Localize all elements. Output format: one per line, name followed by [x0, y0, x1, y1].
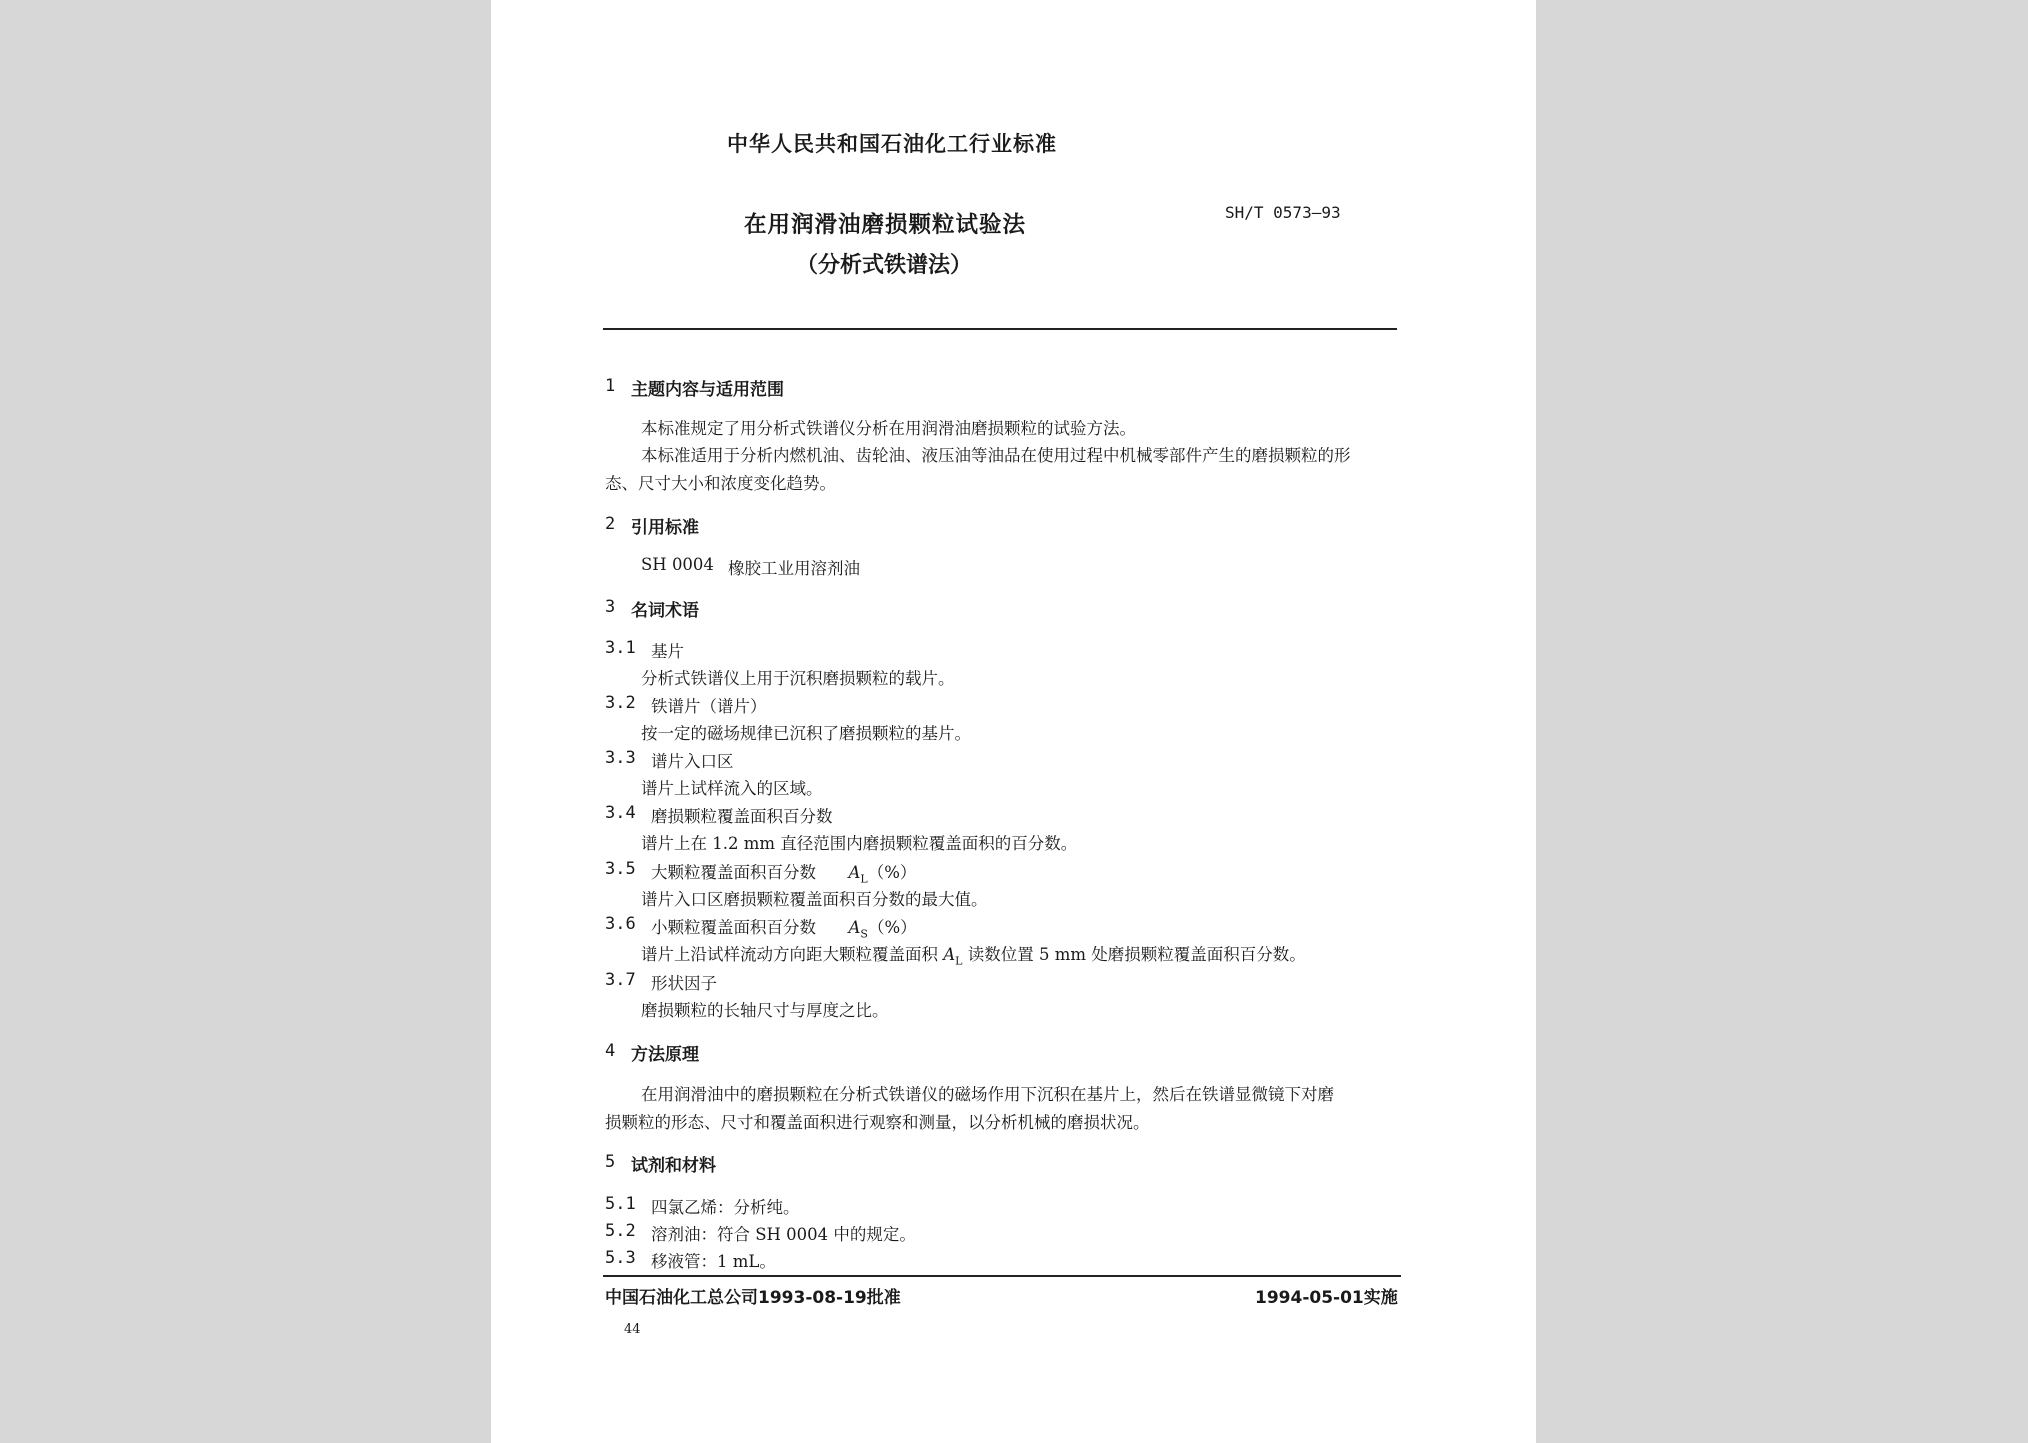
term-3-3-number: 3.3 [605, 748, 636, 768]
term-3-5-text: 大颗粒覆盖面积百分数 [651, 863, 816, 882]
standard-category: 中华人民共和国石油化工行业标准 [727, 132, 1057, 156]
page-number: 44 [624, 1322, 641, 1337]
term-3-6-def-symbol: A [943, 945, 956, 964]
term-3-6-symbol: A [848, 918, 861, 937]
footer-divider [603, 1275, 1401, 1277]
item-5-3-number: 5.3 [605, 1248, 636, 1268]
document-subtitle: （分析式铁谱法） [796, 253, 973, 278]
term-3-5-label [651, 859, 916, 885]
reference-code: SH 0004 [641, 555, 714, 574]
term-3-4-label: 磨损颗粒覆盖面积百分数 [651, 807, 833, 826]
section-2-title: 引用标准 [631, 518, 699, 538]
header-divider [603, 328, 1397, 330]
section-5-number: 5 [605, 1152, 616, 1172]
term-3-6-def-pre: 谱片上沿试样流动方向距大颗粒覆盖面积 [641, 945, 944, 964]
section-1-para-1: 本标准规定了用分析式铁谱仪分析在用润滑油磨损颗粒的试验方法。 [641, 419, 1136, 438]
term-3-6-text: 小颗粒覆盖面积百分数 [651, 918, 816, 937]
item-5-2-text: 溶剂油：符合 SH 0004 中的规定。 [651, 1225, 916, 1244]
term-3-7-number: 3.7 [605, 970, 636, 990]
term-3-4-number: 3.4 [605, 803, 636, 823]
term-3-3-label: 谱片入口区 [651, 752, 734, 771]
term-3-6-unit: （%） [867, 918, 917, 937]
reference-title: 橡胶工业用溶剂油 [728, 559, 860, 578]
section-1-number: 1 [605, 376, 616, 396]
item-5-3-text: 移液管：1 mL。 [651, 1252, 776, 1271]
section-1-para-2-line-1: 本标准适用于分析内燃机油、齿轮油、液压油等油品在使用过程中机械零部件产生的磨损颗粒的形 [641, 446, 1351, 465]
term-3-1-definition: 分析式铁谱仪上用于沉积磨损颗粒的载片。 [641, 669, 955, 688]
section-4-title: 方法原理 [631, 1045, 699, 1065]
section-5-title: 试剂和材料 [631, 1156, 716, 1176]
term-3-7-definition: 磨损颗粒的长轴尺寸与厚度之比。 [641, 1001, 889, 1020]
term-3-1-number: 3.1 [605, 638, 636, 658]
term-3-6-label [651, 914, 917, 940]
document-title: 在用润滑油磨损颗粒试验法 [744, 212, 1027, 238]
term-3-6-number: 3.6 [605, 914, 636, 934]
term-3-6-def-post: 读数位置 5 mm 处磨损颗粒覆盖面积百分数。 [962, 945, 1306, 964]
term-3-5-unit: （%） [867, 863, 917, 882]
term-3-2-definition: 按一定的磁场规律已沉积了磨损颗粒的基片。 [641, 724, 971, 743]
term-3-6-definition [641, 941, 1306, 967]
section-4-number: 4 [605, 1041, 616, 1061]
effective-date: 1994-05-01实施 [1255, 1288, 1398, 1308]
item-5-1-number: 5.1 [605, 1194, 636, 1214]
section-3-number: 3 [605, 597, 616, 617]
approval-line: 中国石油化工总公司1993-08-19批准 [605, 1288, 901, 1308]
document-page [491, 0, 1536, 1443]
term-3-5-symbol: A [848, 863, 861, 882]
term-3-1-label: 基片 [651, 642, 684, 661]
term-3-2-number: 3.2 [605, 693, 636, 713]
section-1-title: 主题内容与适用范围 [631, 380, 784, 400]
section-1-para-2-line-2: 态、尺寸大小和浓度变化趋势。 [605, 474, 836, 493]
term-3-5-number: 3.5 [605, 859, 636, 879]
section-4-line-2: 损颗粒的形态、尺寸和覆盖面积进行观察和测量，以分析机械的磨损状况。 [605, 1113, 1150, 1132]
term-3-4-definition: 谱片上在 1.2 mm 直径范围内磨损颗粒覆盖面积的百分数。 [641, 834, 1078, 853]
term-3-3-definition: 谱片上试样流入的区域。 [641, 779, 823, 798]
term-3-7-label: 形状因子 [651, 974, 717, 993]
term-3-5-symbol-subscript: L [860, 872, 868, 886]
term-3-6-symbol-subscript: S [860, 927, 868, 941]
document-code: SH/T 0573—93 [1225, 203, 1341, 222]
term-3-6-def-symbol-subscript: L [955, 954, 963, 968]
term-3-2-label: 铁谱片（谱片） [651, 697, 767, 716]
section-3-title: 名词术语 [631, 601, 699, 621]
item-5-2-number: 5.2 [605, 1221, 636, 1241]
section-4-line-1: 在用润滑油中的磨损颗粒在分析式铁谱仪的磁场作用下沉积在基片上，然后在铁谱显微镜下对磨 [641, 1085, 1334, 1104]
term-3-5-definition: 谱片入口区磨损颗粒覆盖面积百分数的最大值。 [641, 890, 988, 909]
section-2-number: 2 [605, 514, 616, 534]
item-5-1-text: 四氯乙烯：分析纯。 [651, 1198, 800, 1217]
